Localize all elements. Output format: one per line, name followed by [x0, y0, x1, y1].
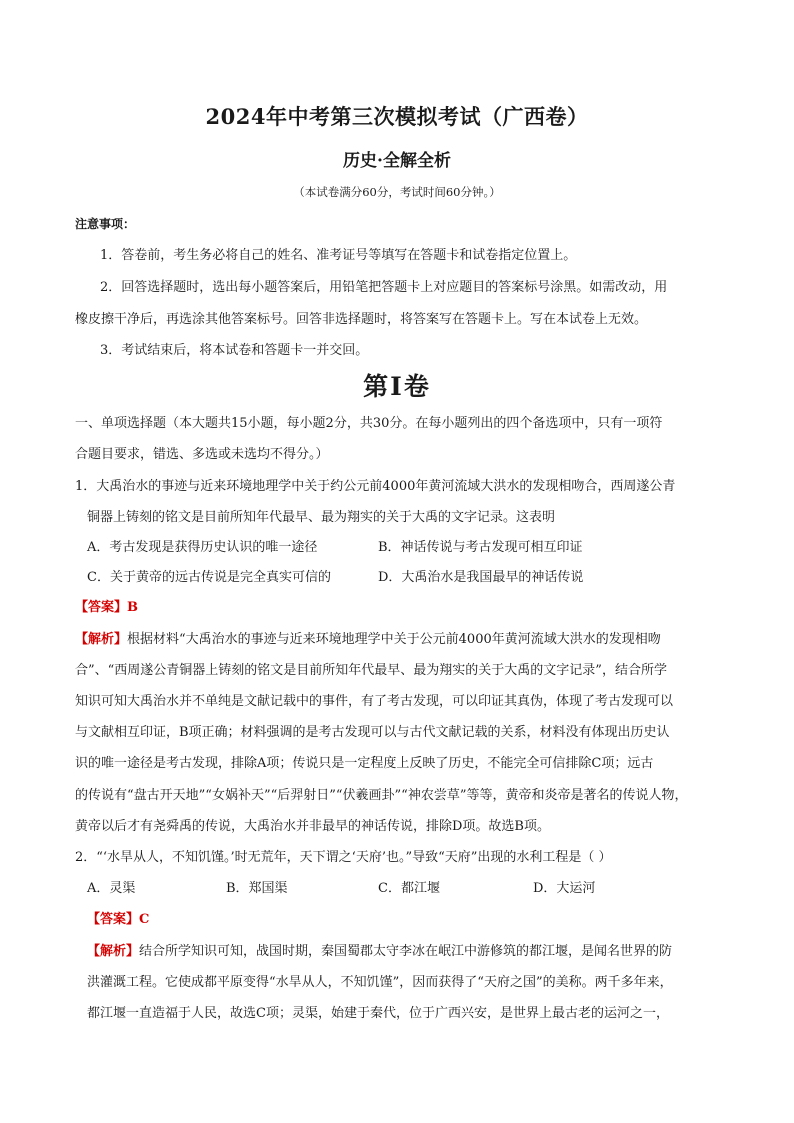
- q1-option-c: C．关于黄帝的远古传说是完全真实可信的: [87, 570, 331, 585]
- q2-option-b: B．郑国渠: [226, 881, 288, 896]
- q1-analysis-line5: 识的唯一途径是考古发现，排除A项；传说只是一定程度上反映了历史，不能完全可信排除C项；远古: [75, 756, 654, 771]
- q1-analysis-text-1: 根据材料“大禹治水的事迹与近来环境地理学中关于公元前4000年黄河流域大洪水的发现相吻: [127, 632, 661, 647]
- notice-item-1: 1．答卷前，考生务必将自己的姓名、准考证号等填写在答题卡和试卷指定位置上。: [100, 248, 577, 263]
- q2-analysis-label: 【解析】: [87, 944, 140, 959]
- q1-analysis-line1: [75, 630, 661, 650]
- page-subtitle: 历史·全解全析: [343, 151, 451, 171]
- section-heading-line2: 合题目要求，错选、多选或未选均不得分。）: [75, 447, 329, 462]
- q1-analysis-line4: 与文献相互印证，B项正确；材料强调的是考古发现可以与古代文献记载的关系，材料没有体现出历史认: [75, 725, 670, 740]
- volume-heading: 第Ⅰ卷: [363, 372, 431, 401]
- q1-analysis-label: 【解析】: [75, 632, 128, 647]
- notice-item-2: 2．回答选择题时，选出每小题答案后，用铅笔把答题卡上对应题目的答案标号涂黑。如需改动，用: [100, 280, 668, 295]
- q2-answer: 【答案】C: [87, 912, 150, 927]
- q1-stem-line1: 1．大禹治水的事迹与近来环境地理学中关于约公元前4000年黄河流域大洪水的发现相吻合，西周遂公青: [75, 479, 676, 494]
- section-heading-line1: 一、单项选择题（本大题共15小题，每小题2分，共30分。在每小题列出的四个备选项中，只有一项符: [75, 416, 663, 431]
- q2-option-d: D．大运河: [533, 881, 596, 896]
- notice-heading: 注意事项：: [75, 217, 136, 231]
- q1-analysis-line3: 知识可知大禹治水并不单纯是文献记载中的事件，有了考古发现，可以印证其真伪，体现了考古发现可以: [75, 694, 674, 709]
- q1-option-a: A．考古发现是获得历史认识的唯一途径: [87, 540, 318, 555]
- exam-note: （本试卷满分60分，考试时间60分钟。）: [293, 185, 501, 199]
- q1-stem-line2: 铜器上铸刻的铭文是目前所知年代最早、最为翔实的关于大禹的文字记录。这表明: [87, 510, 556, 525]
- q1-analysis-line2: 合”、“西周遂公青铜器上铸刻的铭文是目前所知年代最早、最为翔实的关于大禹的文字记录”，结合所学: [75, 663, 667, 678]
- notice-item-2-cont: 橡皮擦干净后，再选涂其他答案标号。回答非选择题时，将答案写在答题卡上。写在本试卷上无效。: [75, 312, 648, 327]
- q2-analysis-line1: [87, 942, 672, 962]
- q2-stem: 2．“‘水旱从人，不知饥馑。’时无荒年，天下谓之‘天府’也。”导致“天府”出现的水利工程是（ ）: [75, 850, 612, 865]
- q2-option-a: A．灵渠: [87, 881, 136, 896]
- q2-analysis-text-1: 结合所学知识可知，战国时期，秦国蜀郡太守李冰在岷江中游修筑的都江堰，是闻名世界的防: [139, 944, 673, 959]
- q2-analysis-line2: 洪灌溉工程。它使成都平原变得“水旱从人，不知饥馑”，因而获得了“天府之国”的美称。两千多年来，: [87, 975, 673, 990]
- q1-answer: 【答案】B: [75, 600, 138, 615]
- notice-item-3: 3．考试结束后，将本试卷和答题卡一并交回。: [100, 343, 369, 358]
- q1-analysis-line7: 黄帝以后才有尧舜禹的传说，大禹治水并非最早的神话传说，排除D项。故选B项。: [75, 819, 550, 834]
- q2-analysis-line3: 都江堰一直造福于人民，故选C项；灵渠，始建于秦代，位于广西兴安，是世界上最古老的运河之一，: [87, 1006, 669, 1021]
- q2-option-c: C．都江堰: [378, 881, 440, 896]
- q1-analysis-line6: 的传说有“盘古开天地”“女娲补天”“后羿射日”“伏羲画卦”“神农尝草”等等，黄帝和炎帝是著名的传说人物，: [75, 788, 688, 803]
- q1-option-b: B．神话传说与考古发现可相互印证: [378, 540, 583, 555]
- page-title: 2024年中考第三次模拟考试（广西卷）: [205, 104, 589, 129]
- q1-option-d: D．大禹治水是我国最早的神话传说: [378, 570, 584, 585]
